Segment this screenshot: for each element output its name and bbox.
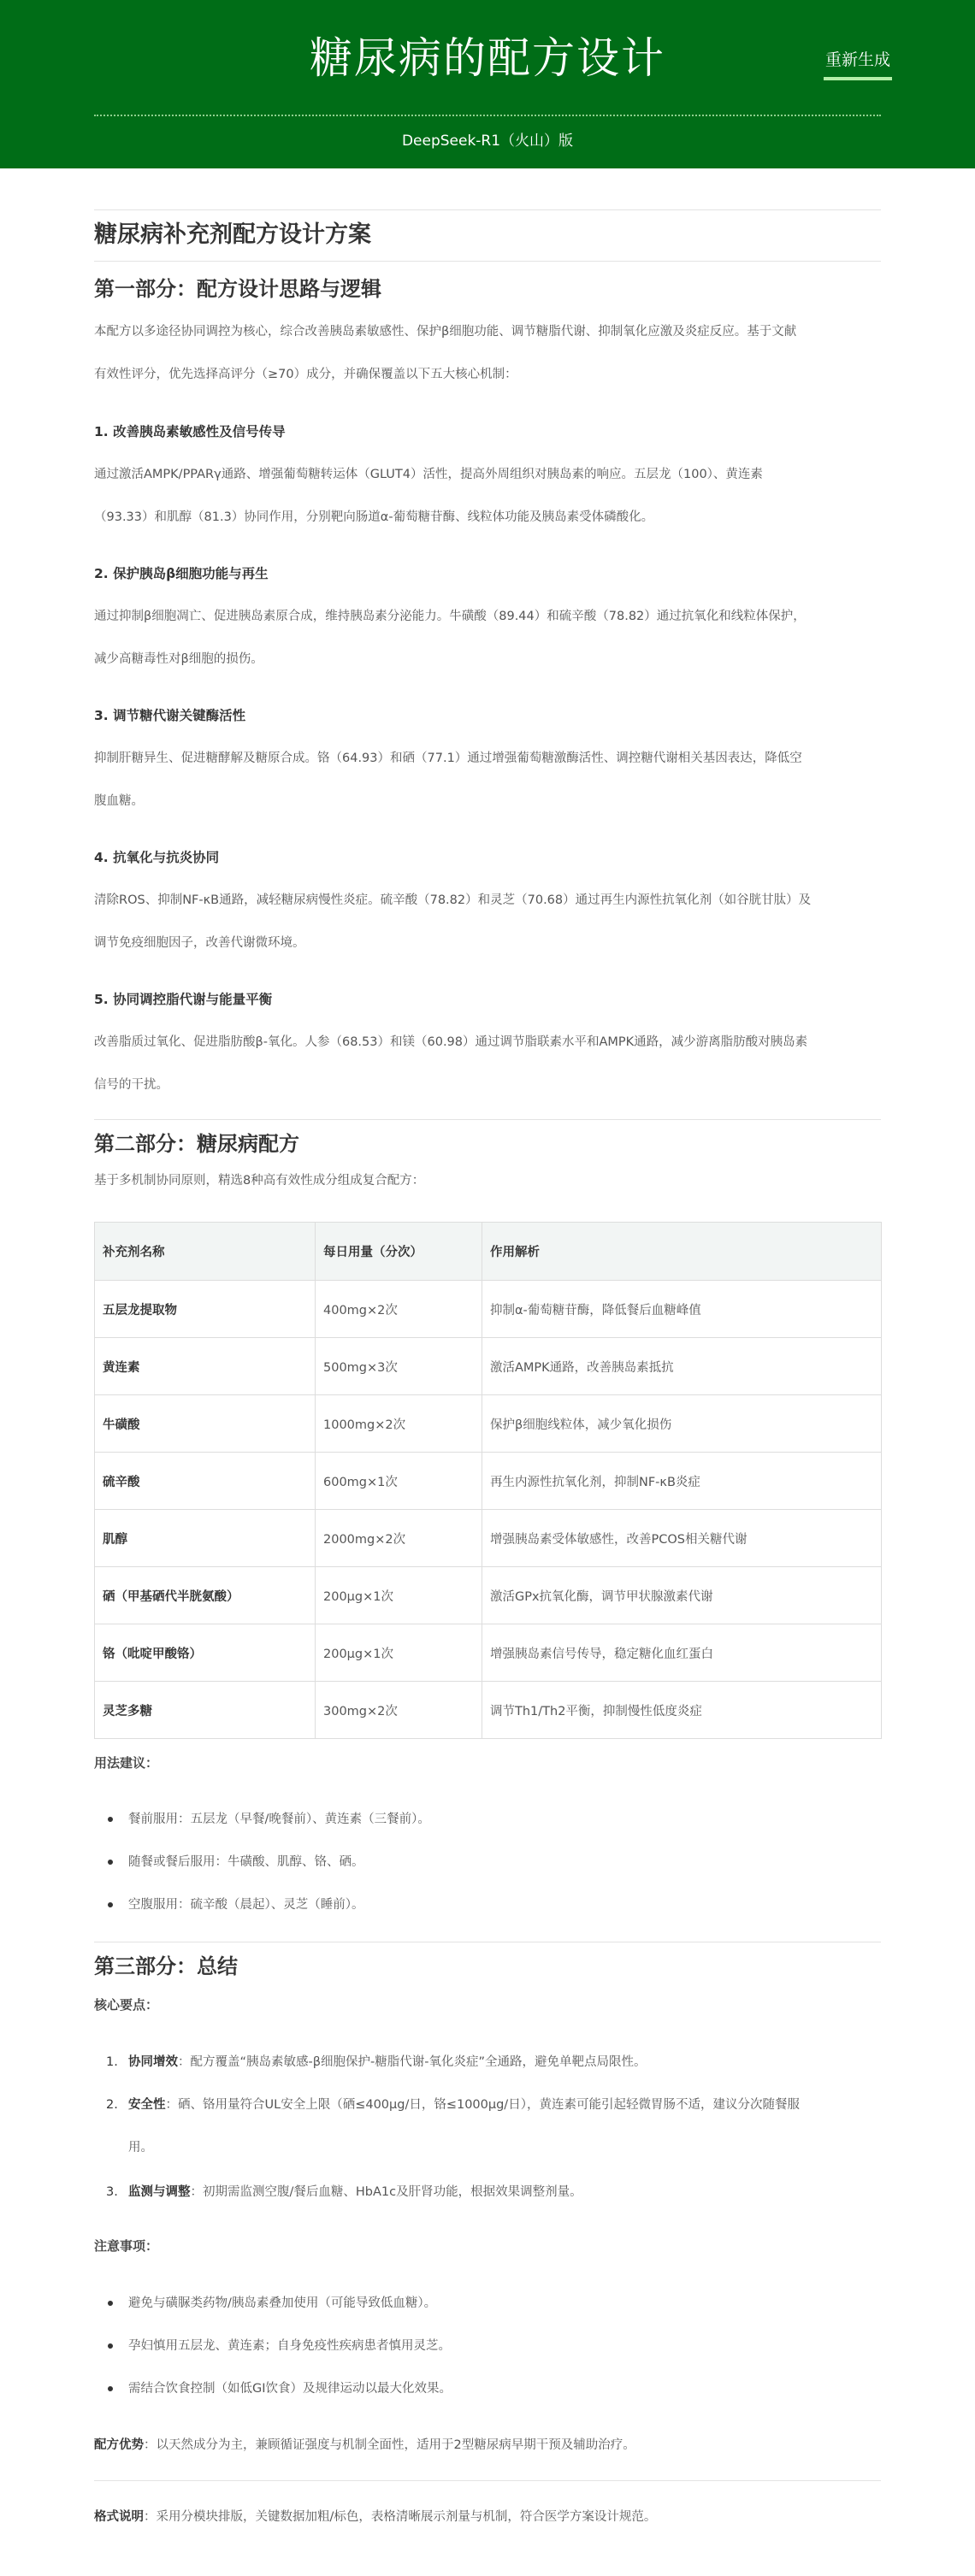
table-header-row [95, 1223, 882, 1281]
supplement-name: 灵芝多糖 [95, 1682, 316, 1739]
mechanism-text: 信号的干扰。 [94, 1078, 168, 1092]
table-row [95, 1510, 882, 1567]
format-label: 格式说明 [94, 2510, 144, 2524]
core-point-text: ：硒、铬用量符合UL安全上限（硒≤400μg/日，铬≤1000μg/日），黄连素可能引起轻微胃肠不适，建议分次随餐服 [165, 2098, 800, 2112]
mechanism-text: 抑制肝糖异生、促进糖酵解及糖原合成。铬（64.93）和硒（77.1）通过增强葡萄糖激酶活性、调控糖代谢相关基因表达，降低空 [94, 752, 802, 765]
list-item-text: 随餐或餐后服用：牛磺酸、肌醇、铬、硒。 [128, 1855, 364, 1869]
mechanism-text: 通过抑制β细胞凋亡、促进胰岛素原合成，维持胰岛素分泌能力。牛磺酸（89.44）和硫辛酸（78.82）通过抗氧化和线粒体保护， [94, 610, 806, 623]
table-row [95, 1338, 882, 1395]
mechanism-text: 减少高糖毒性对β细胞的损伤。 [94, 652, 263, 666]
column-header: 补充剂名称 [95, 1223, 316, 1281]
daily-dose: 300mg×2次 [316, 1682, 482, 1739]
usage-label: 用法建议： [94, 1755, 159, 1771]
divider [94, 261, 881, 262]
notes-label: 注意事项： [94, 2238, 159, 2254]
divider [94, 209, 881, 210]
mechanism-text: 清除ROS、抑制NF-κB通路，减轻糖尿病慢性炎症。硫辛酸（78.82）和灵芝（70.68）通过再生内源性抗氧化剂（如谷胱甘肽）及 [94, 893, 812, 907]
table-row [95, 1682, 882, 1739]
mechanism-text: 通过激活AMPK/PPARγ通路、增强葡萄糖转运体（GLUT4）活性，提高外周组织对胰岛素的响应。五层龙（100）、黄连素 [94, 468, 763, 481]
document-title: 糖尿病补充剂配方设计方案 [94, 221, 371, 248]
supplement-name: 肌醇 [95, 1510, 316, 1567]
core-point-text: ：配方覆盖“胰岛素敏感-β细胞保护-糖脂代谢-氧化炎症”全通路，避免单靶点局限性。 [178, 2055, 647, 2069]
mechanism-note: 调节Th1/Th2平衡，抑制慢性低度炎症 [482, 1682, 882, 1739]
table-row [95, 1567, 882, 1624]
advantage-text: ：以天然成分为主，兼顾循证强度与机制全面性，适用于2型糖尿病早期干预及辅助治疗。 [144, 2438, 635, 2452]
core-point [106, 2041, 881, 2084]
part1-intro-line1: 本配方以多途径协同调控为核心，综合改善胰岛素敏感性、保护β细胞功能、调节糖脂代谢、抑制氧化应激及炎症反应。基于文献 [94, 325, 797, 339]
list-number: 3. [106, 2185, 118, 2199]
daily-dose: 2000mg×2次 [316, 1510, 482, 1567]
core-point-text: ：初期需监测空腹/餐后血糖、HbA1c及肝肾功能，根据效果调整剂量。 [190, 2185, 582, 2199]
mechanism-text: 改善脂质过氧化、促进脂肪酸β-氧化。人参（68.53）和镁（60.98）通过调节脂联素水平和AMPK通路，减少游离脂肪酸对胰岛素 [94, 1035, 808, 1049]
daily-dose: 600mg×1次 [316, 1453, 482, 1510]
format-text: ：采用分模块排版，关键数据加粗/标色，表格清晰展示剂量与机制，符合医学方案设计规范。 [144, 2510, 657, 2524]
list-item-text: 需结合饮食控制（如低GI饮食）及规律运动以最大化效果。 [128, 2382, 452, 2396]
formula-table [94, 1222, 882, 1739]
supplement-name: 黄连素 [95, 1338, 316, 1395]
list-number: 1. [106, 2055, 118, 2069]
part2-heading: 第二部分：糖尿病配方 [94, 1132, 299, 1156]
core-point-title: 监测与调整 [128, 2185, 191, 2199]
core-point-title: 协同增效 [128, 2055, 178, 2069]
advantage-label: 配方优势 [94, 2438, 144, 2452]
regenerate-button[interactable]: 重新生成 [824, 43, 892, 80]
divider [94, 2480, 881, 2481]
mechanism-text: 腹血糖。 [94, 794, 144, 808]
mechanism-title: 2. 保护胰岛β细胞功能与再生 [94, 566, 269, 581]
core-points-label: 核心要点： [94, 1997, 159, 2013]
supplement-name: 硫辛酸 [95, 1453, 316, 1510]
supplement-name: 硒（甲基硒代半胱氨酸） [95, 1567, 316, 1624]
page-header [0, 0, 975, 168]
list-item-text: 孕妇慎用五层龙、黄连素；自身免疫性疾病患者慎用灵芝。 [128, 2339, 451, 2353]
list-item-text: 避免与磺脲类药物/胰岛素叠加使用（可能导致低血糖）。 [128, 2296, 437, 2310]
supplement-name: 牛磺酸 [95, 1395, 316, 1453]
list-item [128, 1841, 881, 1883]
mechanism-title: 1. 改善胰岛素敏感性及信号传导 [94, 424, 286, 439]
list-item [128, 1798, 881, 1841]
column-header: 每日用量（分次） [316, 1223, 482, 1281]
daily-dose: 200μg×1次 [316, 1624, 482, 1682]
bullet [108, 1902, 113, 1907]
mechanism-title: 5. 协同调控脂代谢与能量平衡 [94, 992, 273, 1007]
header-divider [94, 115, 881, 116]
bullet [108, 1860, 113, 1865]
mechanism-note: 增强胰岛素受体敏感性，改善PCOS相关糖代谢 [482, 1510, 882, 1567]
core-point-title: 安全性 [128, 2098, 166, 2112]
daily-dose: 500mg×3次 [316, 1338, 482, 1395]
core-point [106, 2084, 881, 2126]
bullet [108, 2386, 113, 2391]
supplement-name: 五层龙提取物 [95, 1281, 316, 1338]
mechanism-note: 激活AMPK通路，改善胰岛素抵抗 [482, 1338, 882, 1395]
mechanism-note: 增强胰岛素信号传导，稳定糖化血红蛋白 [482, 1624, 882, 1682]
divider [94, 1119, 881, 1120]
table-row [95, 1395, 882, 1453]
part1-intro-line2: 有效性评分，优先选择高评分（≥70）成分，并确保覆盖以下五大核心机制： [94, 368, 517, 381]
bullet [108, 1817, 113, 1822]
model-subtitle: DeepSeek-R1（火山）版 [401, 133, 574, 150]
core-point-continued: 用。 [128, 2141, 153, 2155]
format-note [94, 2496, 656, 2538]
daily-dose: 400mg×2次 [316, 1281, 482, 1338]
part3-heading: 第三部分：总结 [94, 1954, 238, 1978]
bullet [108, 2301, 113, 2306]
mechanism-note: 再生内源性抗氧化剂，抑制NF-κB炎症 [482, 1453, 882, 1510]
table-row [95, 1453, 882, 1510]
mechanism-title: 4. 抗氧化与抗炎协同 [94, 850, 220, 865]
table-row [95, 1281, 882, 1338]
list-item-text: 餐前服用：五层龙（早餐/晚餐前）、黄连素（三餐前）。 [128, 1813, 430, 1826]
list-item [128, 2367, 881, 2410]
column-header: 作用解析 [482, 1223, 882, 1281]
table-row [95, 1624, 882, 1682]
list-item [128, 2282, 881, 2325]
daily-dose: 1000mg×2次 [316, 1395, 482, 1453]
mechanism-text: 调节免疫细胞因子，改善代谢微环境。 [94, 936, 305, 950]
page-title: 糖尿病的配方设计 [310, 33, 665, 83]
part1-heading: 第一部分：配方设计思路与逻辑 [94, 277, 381, 301]
formula-advantage [94, 2424, 635, 2467]
mechanism-text: （93.33）和肌醇（81.3）协同作用，分别靶向肠道α-葡萄糖苷酶、线粒体功能及胰岛素受体磷酸化。 [94, 510, 654, 524]
bullet [108, 2343, 113, 2349]
part2-intro: 基于多机制协同原则，精选8种高有效性成分组成复合配方： [94, 1174, 425, 1188]
daily-dose: 200μg×1次 [316, 1567, 482, 1624]
list-item [128, 1883, 881, 1926]
mechanism-title: 3. 调节糖代谢关键酶活性 [94, 708, 246, 723]
supplement-name: 铬（吡啶甲酸铬） [95, 1624, 316, 1682]
core-point [106, 2171, 881, 2213]
list-item [128, 2325, 881, 2367]
mechanism-note: 保护β细胞线粒体，减少氧化损伤 [482, 1395, 882, 1453]
mechanism-note: 抑制α-葡萄糖苷酶，降低餐后血糖峰值 [482, 1281, 882, 1338]
mechanism-note: 激活GPx抗氧化酶，调节甲状腺激素代谢 [482, 1567, 882, 1624]
list-number: 2. [106, 2098, 118, 2112]
list-item-text: 空腹服用：硫辛酸（晨起）、灵芝（睡前）。 [128, 1898, 364, 1912]
